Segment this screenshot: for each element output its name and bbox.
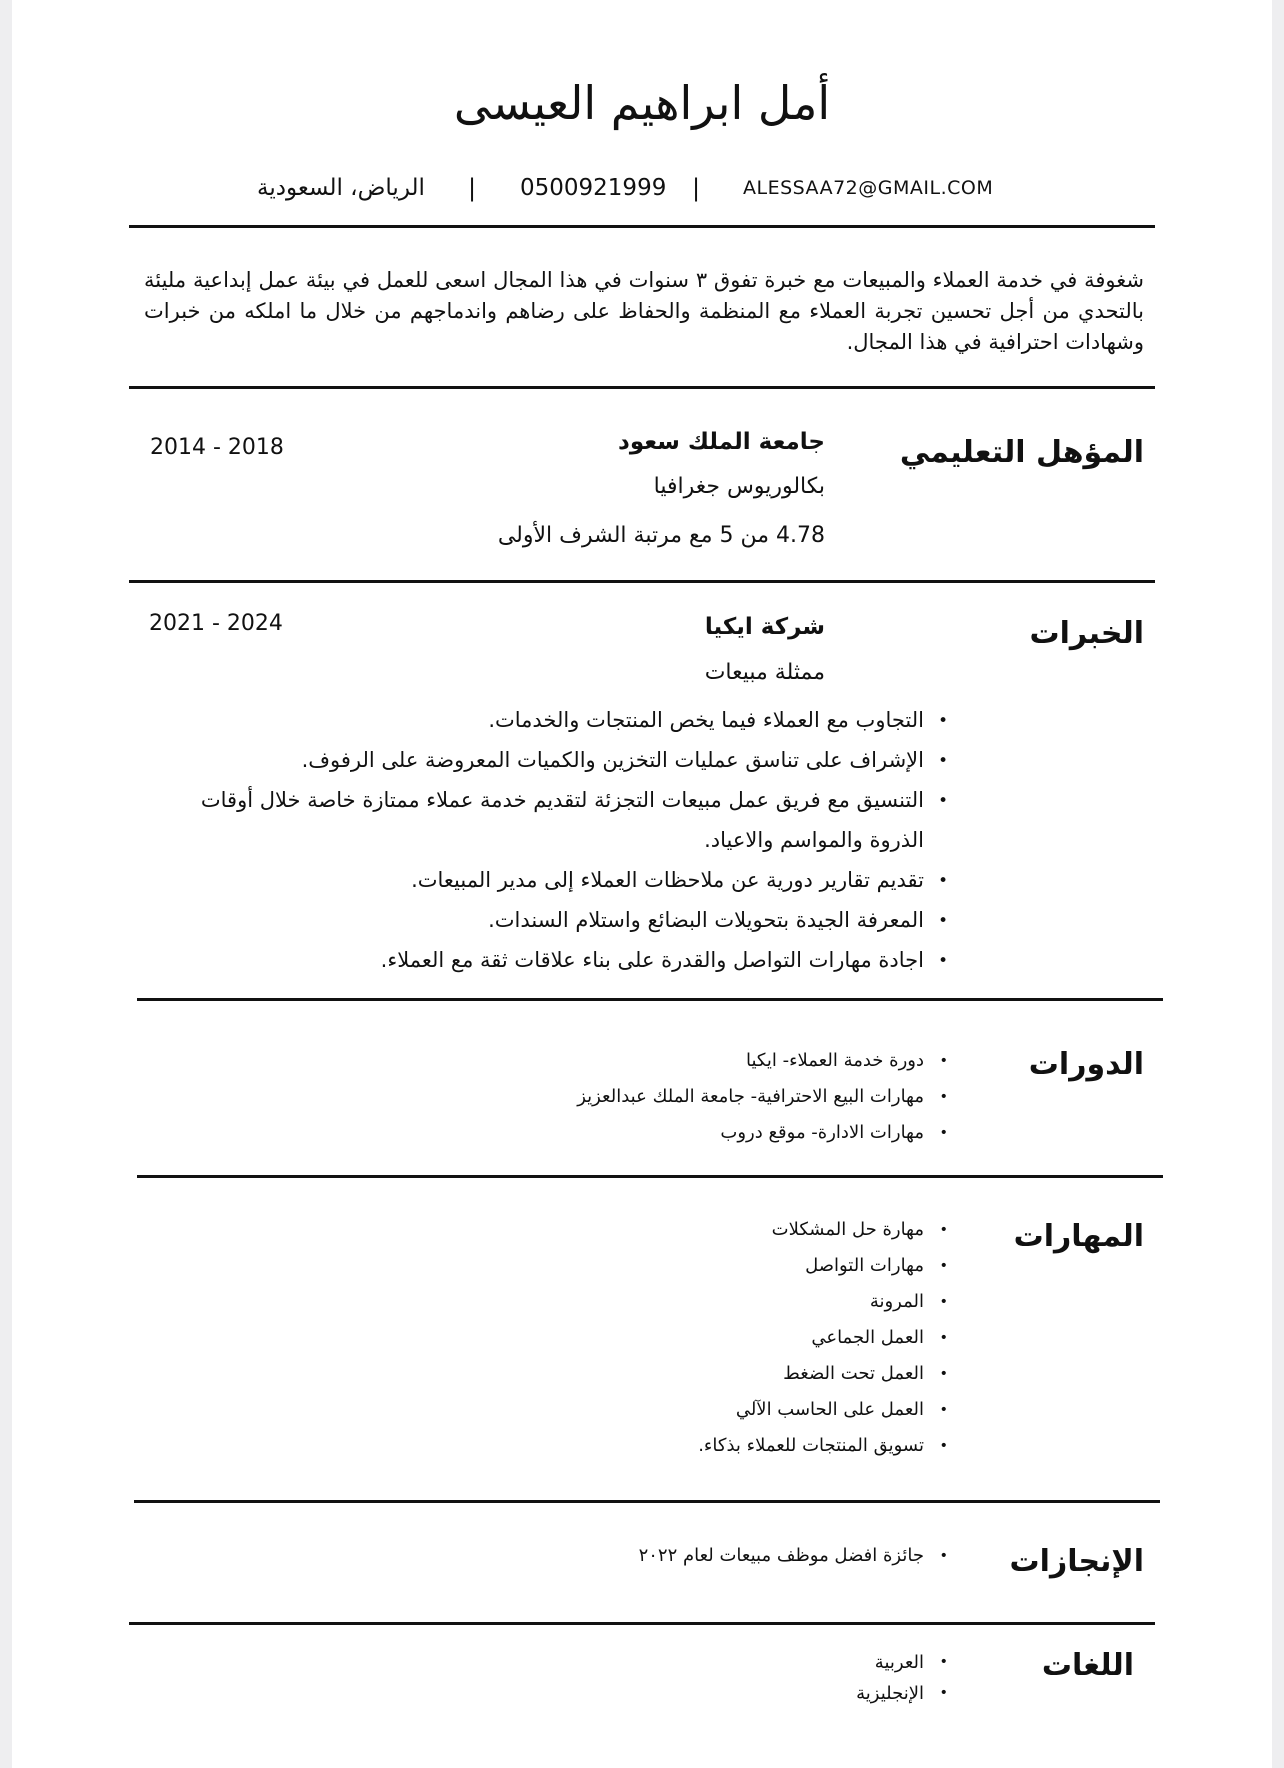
education-degree: بكالوريوس جغرافيا bbox=[653, 474, 825, 499]
resume-page bbox=[12, 0, 1272, 1768]
list-item: • الإشراف على تناسق عمليات التخزين والكميات المعروضة على الرفوف. bbox=[162, 740, 952, 780]
list-item: • العمل على الحاسب الآلي bbox=[252, 1392, 952, 1428]
list-item: • مهارة حل المشكلات bbox=[252, 1212, 952, 1248]
list-item: • دورة خدمة العملاء- ايكيا bbox=[252, 1043, 952, 1079]
list-item: • تسويق المنتجات للعملاء بذكاء. bbox=[252, 1428, 952, 1464]
experience-company: شركة ايكيا bbox=[704, 614, 825, 640]
list-item: • العمل تحت الضغط bbox=[252, 1356, 952, 1392]
education-institution: جامعة الملك سعود bbox=[618, 429, 825, 455]
list-item: • اجادة مهارات التواصل والقدرة على بناء علاقات ثقة مع العملاء. bbox=[162, 940, 952, 980]
contact-location: الرياض، السعودية bbox=[257, 175, 425, 201]
section-title-education: المؤهل التعليمي bbox=[899, 435, 1144, 470]
contact-separator: | bbox=[468, 174, 477, 202]
section-title-skills: المهارات bbox=[1013, 1219, 1144, 1254]
skills-list bbox=[252, 1212, 952, 1464]
experience-years: 2021 - 2024 bbox=[149, 611, 283, 636]
divider bbox=[129, 1622, 1155, 1625]
list-item: • المرونة bbox=[252, 1284, 952, 1320]
education-grade: 4.78 من 5 مع مرتبة الشرف الأولى bbox=[497, 523, 825, 548]
list-item: • الإنجليزية bbox=[352, 1678, 952, 1709]
divider bbox=[129, 386, 1155, 389]
professional-summary: شغوفة في خدمة العملاء والمبيعات مع خبرة تفوق ٣ سنوات في هذا المجال اسعى للعمل في بيئة عمل إبداعية مليئة بالتحدي من أجل تحسين تجربة العملاء مع المنظمة والحفاظ على رضاهم واندماجهم من خلال ما املكه من خبرات وشهادات احترافية في هذا المجال. bbox=[144, 268, 1144, 354]
contact-separator: | bbox=[692, 174, 701, 202]
list-item: • العمل الجماعي bbox=[252, 1320, 952, 1356]
candidate-name: أمل ابراهيم العيسى bbox=[453, 76, 831, 130]
list-item: • جائزة افضل موظف مبيعات لعام ٢٠٢٢ bbox=[252, 1538, 952, 1574]
list-item: • مهارات الادارة- موقع دروب bbox=[252, 1115, 952, 1151]
contact-email: ALESSAA72@GMAIL.COM bbox=[743, 177, 994, 199]
achievements-list bbox=[252, 1538, 952, 1574]
section-title-experience: الخبرات bbox=[1029, 616, 1144, 651]
section-title-languages: اللغات bbox=[1041, 1648, 1134, 1683]
list-item: • التجاوب مع العملاء فيما يخص المنتجات والخدمات. bbox=[162, 700, 952, 740]
experience-role: ممثلة مبيعات bbox=[704, 660, 825, 685]
divider bbox=[129, 580, 1155, 583]
divider bbox=[137, 998, 1163, 1001]
education-years: 2014 - 2018 bbox=[150, 435, 284, 460]
divider bbox=[137, 1175, 1163, 1178]
languages-list bbox=[352, 1647, 952, 1709]
list-item: • المعرفة الجيدة بتحويلات البضائع واستلام السندات. bbox=[162, 900, 952, 940]
list-item: • العربية bbox=[352, 1647, 952, 1678]
courses-list bbox=[252, 1043, 952, 1151]
contact-phone: 0500921999 bbox=[520, 175, 667, 201]
list-item: • التنسيق مع فريق عمل مبيعات التجزئة لتقديم خدمة عملاء ممتازة خاصة خلال أوقات الذروة والمواسم والاعياد. bbox=[162, 780, 952, 860]
section-title-courses: الدورات bbox=[1028, 1047, 1144, 1082]
experience-duties-list bbox=[162, 700, 952, 980]
list-item: • مهارات التواصل bbox=[252, 1248, 952, 1284]
list-item: • مهارات البيع الاحترافية- جامعة الملك عبدالعزيز bbox=[252, 1079, 952, 1115]
list-item: • تقديم تقارير دورية عن ملاحظات العملاء إلى مدير المبيعات. bbox=[162, 860, 952, 900]
divider bbox=[129, 225, 1155, 228]
section-title-achievements: الإنجازات bbox=[1009, 1544, 1144, 1579]
divider bbox=[134, 1500, 1160, 1503]
